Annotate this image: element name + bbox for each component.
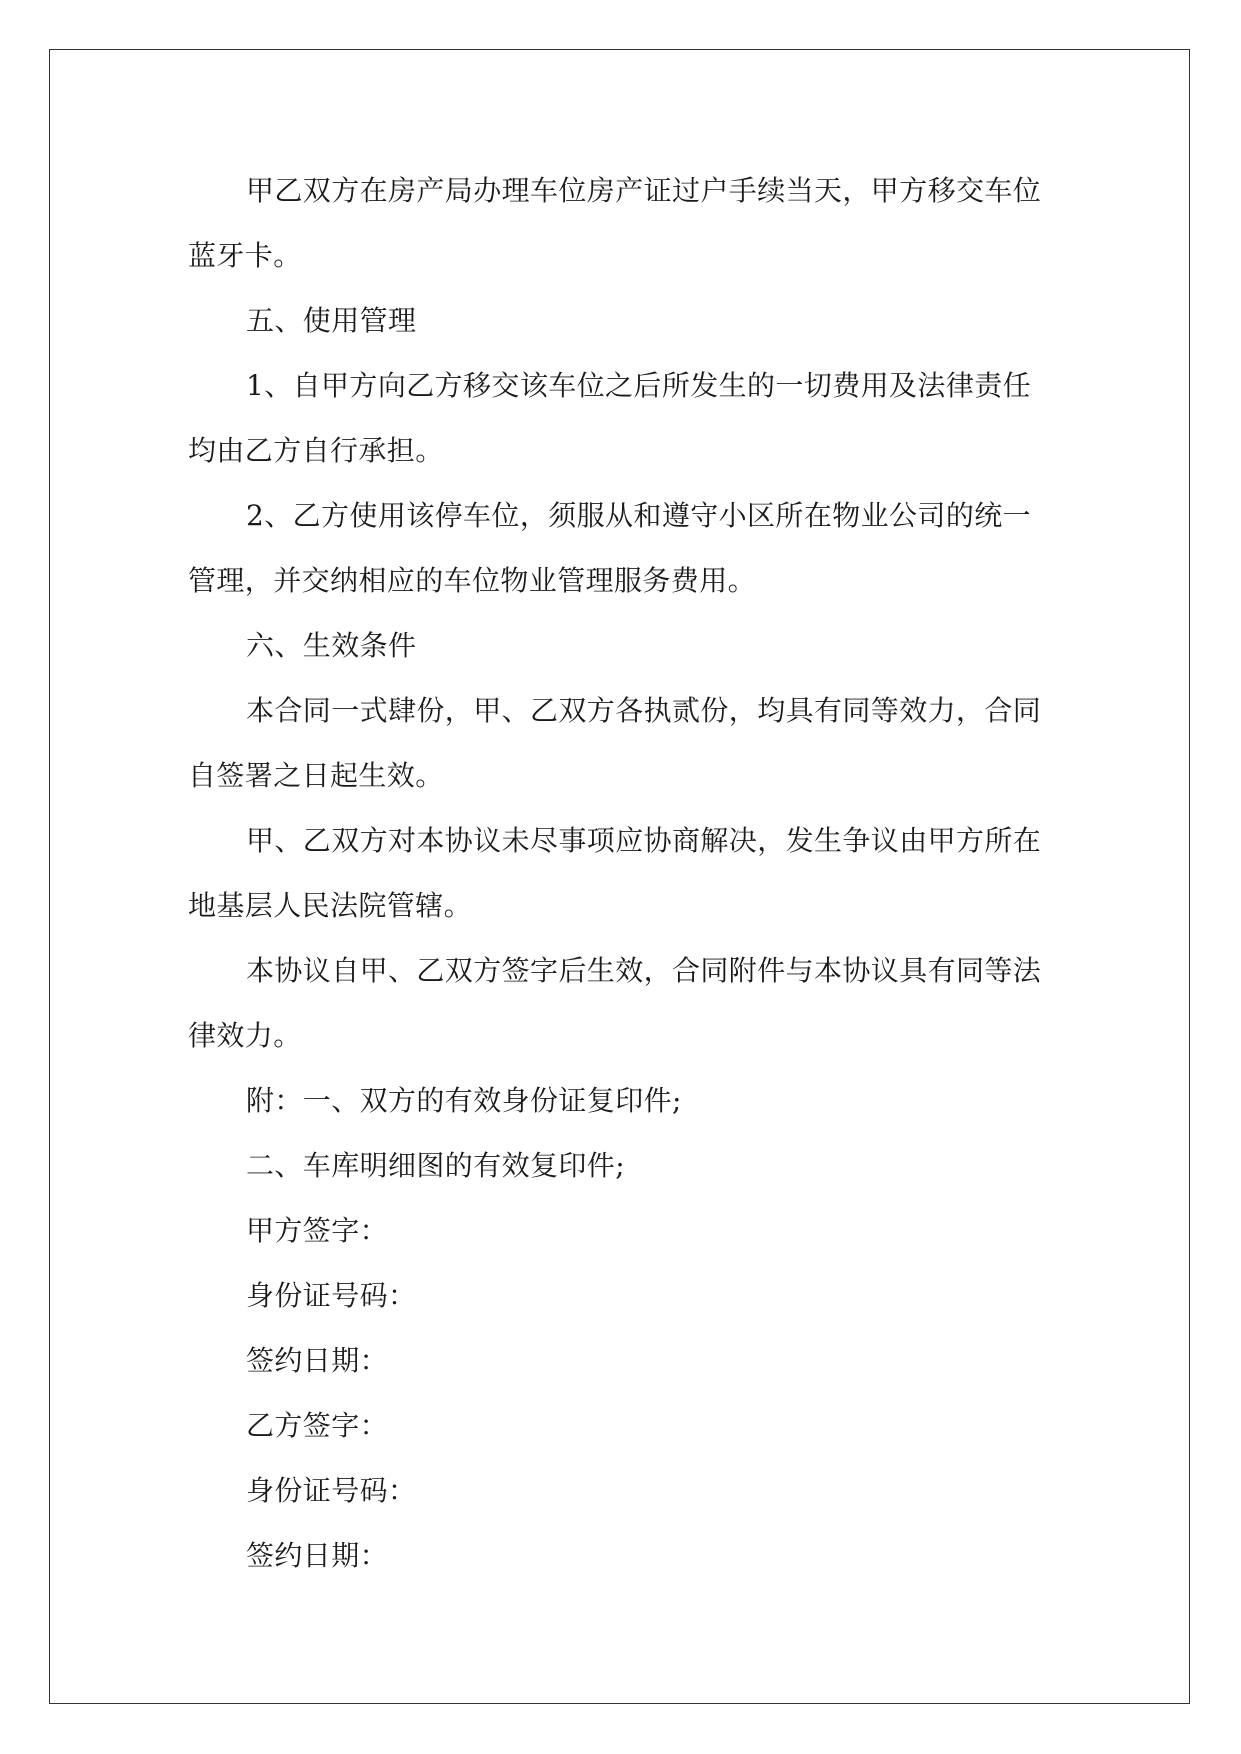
party-b-sign-date-label: 签约日期： [246, 1539, 389, 1572]
paragraph-clause-1-costs: 1、自甲方向乙方移交该车位之后所发生的一切费用及法律责任均由乙方自行承担。 [188, 369, 1032, 467]
attachment-item-2: 二、车库明细图的有效复印件; [246, 1149, 626, 1182]
document-body [188, 158, 1054, 1588]
party-b-signature-label: 乙方签字： [246, 1409, 389, 1442]
paragraph-handover-bluetooth-card: 甲乙双方在房产局办理车位房产证过户手续当天，甲方移交车位蓝牙卡。 [188, 174, 1042, 272]
party-a-signature-label: 甲方签字： [246, 1214, 389, 1247]
party-a-id-number-label: 身份证号码： [246, 1279, 417, 1312]
paragraph-dispute-resolution: 甲、乙双方对本协议未尽事项应协商解决，发生争议由甲方所在地基层人民法院管辖。 [188, 824, 1042, 922]
paragraph-copies-and-effect: 本合同一式肆份，甲、乙双方各执贰份，均具有同等效力，合同自签署之日起生效。 [188, 694, 1042, 792]
paragraph-agreement-effective: 本协议自甲、乙双方签字后生效，合同附件与本协议具有同等法律效力。 [188, 954, 1042, 1052]
section-heading-usage-management: 五、使用管理 [246, 304, 417, 337]
section-heading-effective-conditions: 六、生效条件 [246, 629, 417, 662]
attachment-item-1: 附：一、双方的有效身份证复印件; [246, 1084, 682, 1117]
paragraph-clause-2-property-management: 2、乙方使用该停车位，须服从和遵守小区所在物业公司的统一管理，并交纳相应的车位物业管理服务费用。 [188, 499, 1032, 597]
party-a-sign-date-label: 签约日期： [246, 1344, 389, 1377]
party-b-id-number-label: 身份证号码： [246, 1474, 417, 1507]
